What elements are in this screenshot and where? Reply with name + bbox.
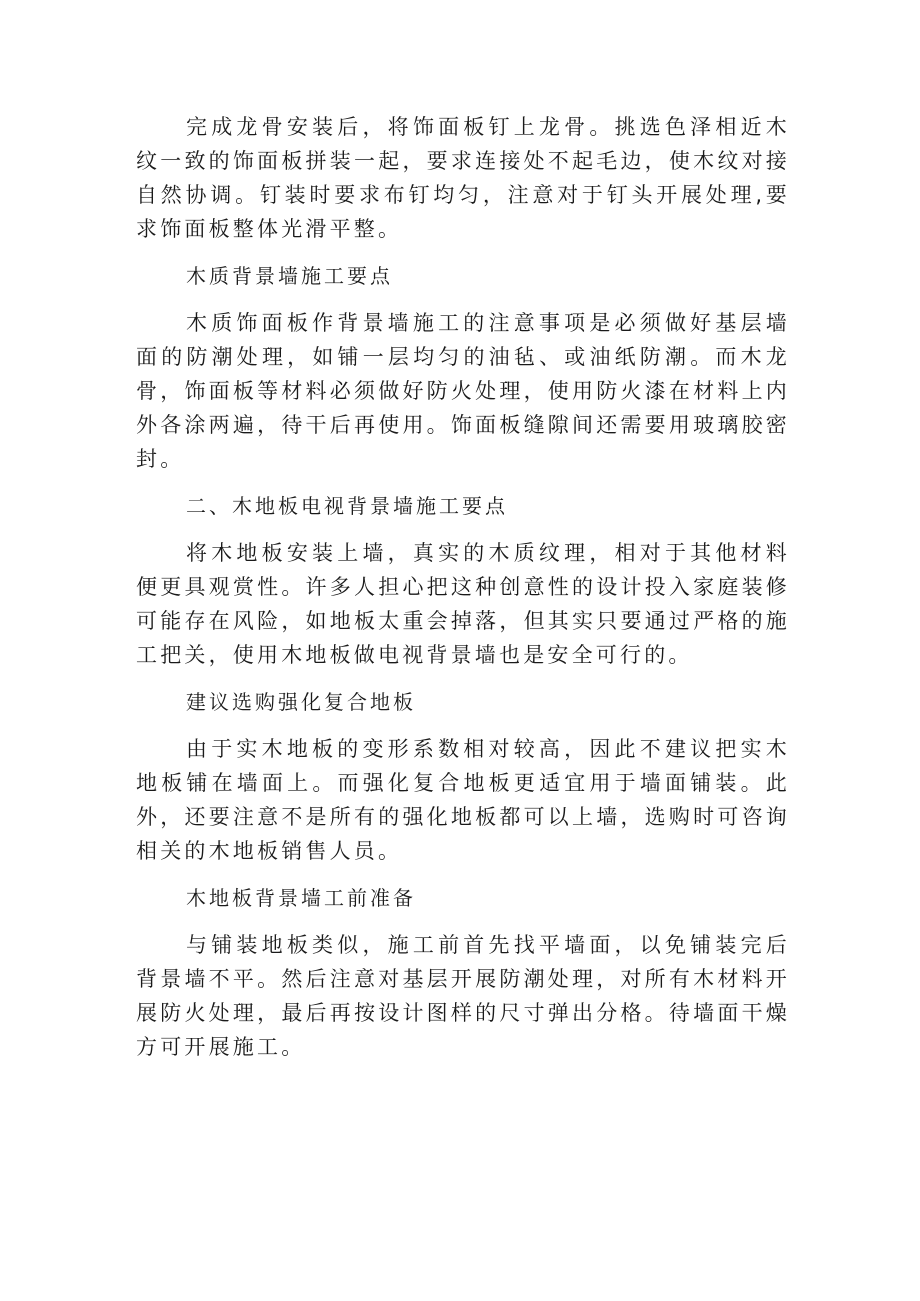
section-heading-wood-wall: 木质背景墙施工要点 [186, 264, 393, 288]
paragraph-laminate-choice: 由于实木地板的变形系数相对较高，因此不建议把实木地板铺在墙面上。而强化复合地板更适宜用于墙面铺装。此外，还要注意不是所有的强化地板都可以上墙，选购时可咨询相关的木地板销售人员。 [136, 737, 790, 863]
section-heading-laminate-choice: 建议选购强化复合地板 [186, 690, 416, 714]
paragraph-keel-installation: 完成龙骨安装后，将饰面板钉上龙骨。挑选色泽相近木纹一致的饰面板拼装一起，要求连接处不起毛边，使木纹对接自然协调。钉装时要求布钉均匀，注意对于钉头开展处理,要求饰面板整体光滑平整。 [136, 115, 790, 241]
section-heading-floorboard-tv-wall: 二、木地板电视背景墙施工要点 [186, 494, 508, 518]
section-heading-preparation: 木地板背景墙工前准备 [186, 886, 416, 910]
paragraph-preparation: 与铺装地板类似，施工前首先找平墙面，以免铺装完后背景墙不平。然后注意对基层开展防潮处理，对所有木材料开展防火处理，最后再按设计图样的尺寸弹出分格。待墙面干燥方可开展施工。 [136, 933, 790, 1059]
paragraph-floorboard-on-wall: 将木地板安装上墙，真实的木质纹理，相对于其他材料便更具观赏性。许多人担心把这种创意性的设计投入家庭装修可能存在风险，如地板太重会掉落，但其实只要通过严格的施工把关，使用木地板做电视背景墙也是安全可行的。 [136, 541, 790, 667]
paragraph-wood-wall-notes: 木质饰面板作背景墙施工的注意事项是必须做好基层墙面的防潮处理，如铺一层均匀的油毡、或油纸防潮。而木龙骨，饰面板等材料必须做好防火处理，使用防火漆在材料上内外各涂两遍，待干后再使用。饰面板缝隙间还需要用玻璃胶密封。 [136, 311, 790, 471]
